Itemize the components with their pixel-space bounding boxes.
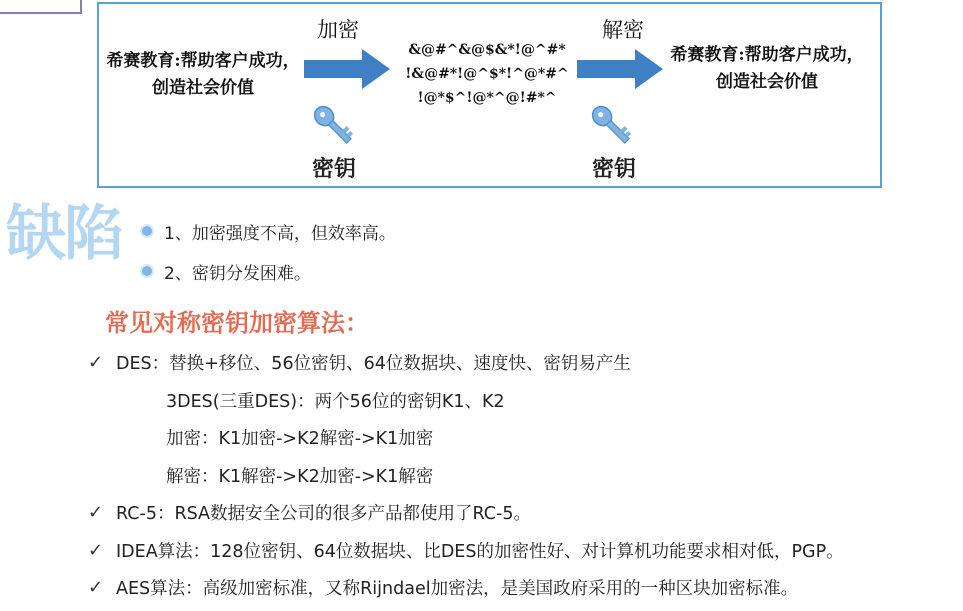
ciphertext-line: !&@#*!@^$*!^@*#^	[405, 66, 569, 82]
checkmark-icon: ✓	[88, 577, 104, 599]
list-item	[88, 569, 958, 607]
list-item	[88, 344, 958, 382]
list-item	[142, 256, 396, 286]
list-item	[88, 457, 958, 495]
bullet-icon	[142, 266, 152, 276]
algorithm-text: 加密：K1加密->K2解密->K1加密	[166, 429, 434, 450]
bullet-icon	[142, 226, 152, 236]
corner-frame	[0, 0, 82, 14]
key-icon	[587, 102, 637, 150]
ciphertext-line: !@*$^!@*^@!#*^	[417, 90, 557, 106]
defects-title: 缺陷	[6, 199, 122, 269]
list-item	[88, 382, 958, 420]
algorithm-text: AES算法：高级加密标准，又称Rijndael加密法，是美国政府采用的一种区块加密标准。	[116, 579, 799, 600]
plaintext-output: 希赛教育:帮助客户成功，创造社会价值	[670, 45, 864, 92]
list-item	[88, 532, 958, 570]
list-item	[88, 494, 958, 532]
algorithm-text: IDEA算法：128位密钥、64位数据块、比DES的加密性好、对计算机功能要求相对低，PGP。	[116, 541, 844, 562]
symmetric-encryption-diagram	[97, 2, 882, 188]
key-label: 密钥	[592, 157, 637, 182]
checkmark-icon: ✓	[88, 539, 104, 561]
list-item	[88, 419, 958, 457]
encrypt-label: 加密	[317, 18, 359, 42]
decrypt-label: 解密	[602, 18, 644, 42]
checkmark-icon: ✓	[88, 352, 104, 374]
defect-text: 1、加密强度不高，但效率高。	[164, 223, 396, 244]
encrypt-arrow-icon	[304, 49, 390, 89]
defect-text: 2、密钥分发困难。	[164, 263, 311, 284]
algorithms-heading: 常见对称密钥加密算法：	[105, 309, 369, 337]
key-label: 密钥	[312, 157, 357, 182]
checkmark-icon: ✓	[88, 502, 104, 524]
list-item	[142, 216, 396, 246]
algorithm-text: DES：替换+移位、56位密钥、64位数据块、速度快、密钥易产生	[116, 354, 631, 375]
defects-list	[142, 216, 396, 296]
algorithms-list	[88, 344, 958, 607]
ciphertext-line: &@#^&@$&*!@^#*	[408, 42, 566, 58]
algorithm-text: 解密：K1解密->K2加密->K1解密	[166, 466, 434, 487]
algorithm-text: RC-5：RSA数据安全公司的很多产品都使用了RC-5。	[116, 504, 531, 525]
decrypt-arrow-icon	[577, 49, 663, 89]
ciphertext	[387, 38, 587, 110]
algorithm-text: 3DES(三重DES)：两个56位的密钥K1、K2	[166, 391, 505, 412]
plaintext-input: 希赛教育:帮助客户成功，创造社会价值	[106, 51, 300, 98]
key-icon	[309, 102, 359, 150]
